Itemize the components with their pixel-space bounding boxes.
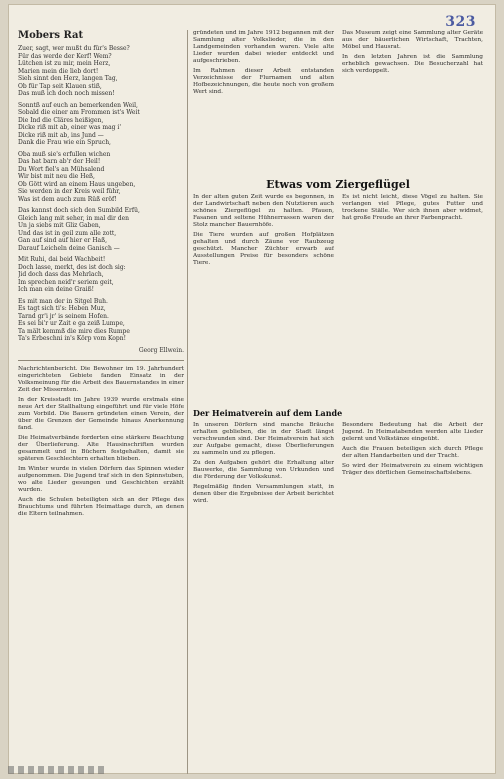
mid-two-column-layout bbox=[193, 194, 483, 270]
paragraph: Nachrichtenbericht. Die Bewohner im 19. Jahrhundert eingerichteten Gebiete fanden Einsatz in der Volksmeinung für die Arbeit des Bauernstandes in einer Zeit der Missernten. bbox=[18, 366, 184, 393]
left-section-title: Mobers Rat bbox=[18, 30, 84, 41]
paragraph: Im Rahmen dieser Arbeit entstanden Verzeichnisse der Flurnamen und alten Hofbezeichnungen, die heute noch von großem Wert sind. bbox=[193, 68, 334, 95]
poem-line: Un ja siebs mit Gliz Gaben, bbox=[18, 222, 101, 229]
poem-line: Sie werden in der Kreis weil führ, bbox=[18, 188, 121, 195]
poem-line: Das kannst doch sich den Sumbild Erfü, bbox=[18, 207, 140, 214]
poem-line: Mit Ruhi, dai beid Wachbeit! bbox=[18, 256, 106, 263]
poem-line: Jid doch dass das Mehrlach, bbox=[18, 271, 104, 278]
poem-author: Georg Ellwein. bbox=[138, 346, 184, 354]
poem-stanza bbox=[18, 256, 184, 294]
poem-line: Darauf Leicheln deine Ganisch — bbox=[18, 244, 120, 252]
poem-line: Dank die Frau wie ein Spruch, bbox=[18, 139, 111, 146]
right-top-articles bbox=[193, 30, 483, 170]
poem-line: Oba muß sie's erfullen wichen bbox=[18, 150, 111, 158]
poem-stanza bbox=[18, 298, 184, 343]
poem-line: Lütchen ist zu mir, mein Herz, bbox=[18, 60, 111, 67]
headline-ziergefluegel: Etwas vom Ziergeflügel bbox=[266, 178, 410, 191]
poem bbox=[18, 45, 184, 354]
poem-line: Ob Gött wird an einem Haus ungeben, bbox=[18, 180, 136, 188]
poem-line: Wir bist mit neu die Heß, bbox=[18, 173, 95, 180]
poem-line: Das muß ich doch noch missen! bbox=[18, 90, 115, 97]
poem-line: Ich man ein deine Graiß! bbox=[18, 286, 94, 293]
left-article bbox=[18, 366, 184, 518]
mid-left-column bbox=[193, 194, 334, 270]
paragraph: Regelmäßig finden Versammlungen statt, in denen über die Ergebnisse der Arbeit berichtet wird. bbox=[193, 484, 334, 504]
paragraph: Besondere Bedeutung hat die Arbeit der Jugend. In Heimatabenden werden alte Lieder gelernt und Volkstänze eingeübt. bbox=[342, 422, 483, 442]
two-column-layout bbox=[193, 30, 483, 99]
poem-line: Für das werde der Kerf! Wem? bbox=[18, 52, 112, 60]
poem-line: Das hat barn ab'r der Heil! bbox=[18, 158, 101, 165]
paragraph: Im Winter wurde in vielen Dörfern das Spinnen wieder aufgenommen. Die Jugend traf sich in den Spinnstuben, wo alte Lieder gesungen und Geschichten erzählt wurden. bbox=[18, 466, 184, 493]
column-divider bbox=[187, 30, 188, 774]
poem-line: Marien mein die lieb dort! bbox=[18, 67, 99, 75]
paragraph: Auch die Frauen beteiligen sich durch Pflege der alten Handarbeiten und der Tracht. bbox=[342, 446, 483, 459]
right-top-right-column bbox=[342, 30, 483, 99]
paragraph: So wird der Heimatverein zu einem wichtigen Träger des dörflichen Gemeinschaftslebens. bbox=[342, 463, 483, 476]
bottom-left-column bbox=[193, 422, 334, 508]
right-top-left-column bbox=[193, 30, 334, 99]
bottom-two-column-layout bbox=[193, 422, 483, 508]
paragraph: Das Museum zeigt eine Sammlung alter Geräte aus der bäuerlichen Wirtschaft, Trachten, Möbel und Hausrat. bbox=[342, 30, 483, 50]
paragraph: In unseren Dörfern sind manche Bräuche erhalten geblieben, die in der Stadt längst verschwunden sind. Der Heimatverein hat sich zur Aufgabe gemacht, diese Überlieferungen zu sammeln und zu pflegen. bbox=[193, 422, 334, 456]
poem-line: Gan auf sind auf hier er Haß, bbox=[18, 237, 108, 244]
poem-line: Zuer, sagt, wer mußt du für's Besse? bbox=[18, 45, 130, 52]
poem-line: Tarnd gr'i jr' is seinem Hofen. bbox=[18, 312, 109, 320]
page-number: 323 bbox=[445, 14, 476, 30]
right-area bbox=[193, 30, 483, 774]
poem-line: Es sei bi'r ur Zait e ga zeiß Lumpe, bbox=[18, 320, 125, 327]
poem-line: Was ist dem auch zum Rüß eröf! bbox=[18, 195, 117, 203]
poem-stanza bbox=[18, 102, 184, 147]
poem-line: Sieh sinnt den Herz, langen Tag, bbox=[18, 75, 118, 82]
poem-stanza bbox=[18, 207, 184, 252]
mid-right-column bbox=[342, 194, 483, 270]
newspaper-page bbox=[8, 4, 496, 774]
paragraph: In der alten guten Zeit wurde es begonnen, in der Landwirtschaft neben den Nutztieren auch schönes Ziergeflügel zu halten. Pfauen, Fasanen und seltene Hühnerrassen waren der Stolz mancher Bauernhöfe. bbox=[193, 194, 334, 228]
paragraph: Es ist nicht leicht, diese Vögel zu halten. Sie verlangen viel Pflege, gutes Futter und trockene Ställe. Wer sich ihnen aber widmet, hat große Freude an ihrer Farbenpracht. bbox=[342, 194, 483, 221]
poem-line: Im sprechen neid'r seriem geit, bbox=[18, 278, 114, 286]
bottom-story bbox=[193, 408, 483, 774]
poem-line: Doch lasse, merkt, des ist doch sig: bbox=[18, 263, 126, 271]
left-column bbox=[18, 30, 184, 774]
poem-line: Gleich lang mit seher, in mal dir den bbox=[18, 214, 129, 222]
poem-line: Ta mält kemmß die mire dies Rumpe bbox=[18, 327, 130, 335]
bottom-right-column bbox=[342, 422, 483, 508]
poem-line: Es mit man der in Sitgel Buh. bbox=[18, 297, 108, 305]
headline-heimatverein: Der Heimatverein auf dem Lande bbox=[193, 408, 343, 418]
paragraph: Die Heimatverbände forderten eine stärkere Beachtung der Überlieferung. Alte Hausinschriften wurden gesammelt und in Büchern festgehalten, damit sie späteren Geschlechtern erhalten blieben. bbox=[18, 435, 184, 462]
poem-line: Die Ind die Cläres heißigen, bbox=[18, 116, 104, 124]
poem-line: Dicke riß mit ab, einer was mag i' bbox=[18, 124, 121, 131]
paragraph: gründeten und im Jahre 1912 begannen mit der Sammlung alter Volkslieder, die in den Landgemeinden vorhanden waren. Viele alte Lieder wurden dabei wieder entdeckt und aufgeschrieben. bbox=[193, 30, 334, 64]
paragraph: In der Kreisstadt im Jahre 1939 wurde erstmals eine neue Art der Stallhaltung eingeführt und für viele Höfe zum Vorbild. Die Bauern gründeten einen Verein, der über die Grenzen der Gemeinde hinaus Anerkennung fand. bbox=[18, 397, 184, 431]
paragraph: Zu den Aufgaben gehört die Erhaltung alter Bauwerke, die Sammlung von Urkunden und die Förderung der Volkskunst. bbox=[193, 460, 334, 480]
middle-story bbox=[193, 175, 483, 403]
poem-line: Du Wort fiel's an Mühsalend bbox=[18, 165, 105, 173]
poem-line: Sobald die einer am Frommen ist's Weit bbox=[18, 109, 140, 116]
paragraph: Auch die Schulen beteiligten sich an der Pflege des Brauchtums und führten Heimattage durch, an denen die Eltern teilnahmen. bbox=[18, 497, 184, 517]
poem-line: Es tagt sich ti's: Heben Muz, bbox=[18, 305, 106, 312]
paragraph: Die Tiere wurden auf großen Hofplätzen gehalten und durch Zäune vor Raubzeug geschützt. Mancher Züchter erwarb auf Ausstellungen Preise für besonders schöne Tiere. bbox=[193, 232, 334, 266]
poem-stanza bbox=[18, 45, 184, 98]
paragraph: In den letzten Jahren ist die Sammlung erheblich gewachsen. Die Besucherzahl hat sich verdoppelt. bbox=[342, 54, 483, 74]
poem-line: Ta's Erbeschni in's Körp vom Kopn! bbox=[18, 335, 126, 342]
poem-line: Und das ist in geil zum alle zott, bbox=[18, 229, 117, 237]
poem-line: Ob für Tap seit Klauen stiß, bbox=[18, 82, 102, 90]
bottom-left-scan-mark bbox=[8, 766, 108, 774]
separator-line bbox=[18, 360, 184, 361]
poem-line: Dicke riß mit ab, ins Jund — bbox=[18, 131, 104, 139]
poem-line: Sonntß auf euch an bemerkenden Weil, bbox=[18, 101, 138, 109]
poem-stanza bbox=[18, 151, 184, 204]
